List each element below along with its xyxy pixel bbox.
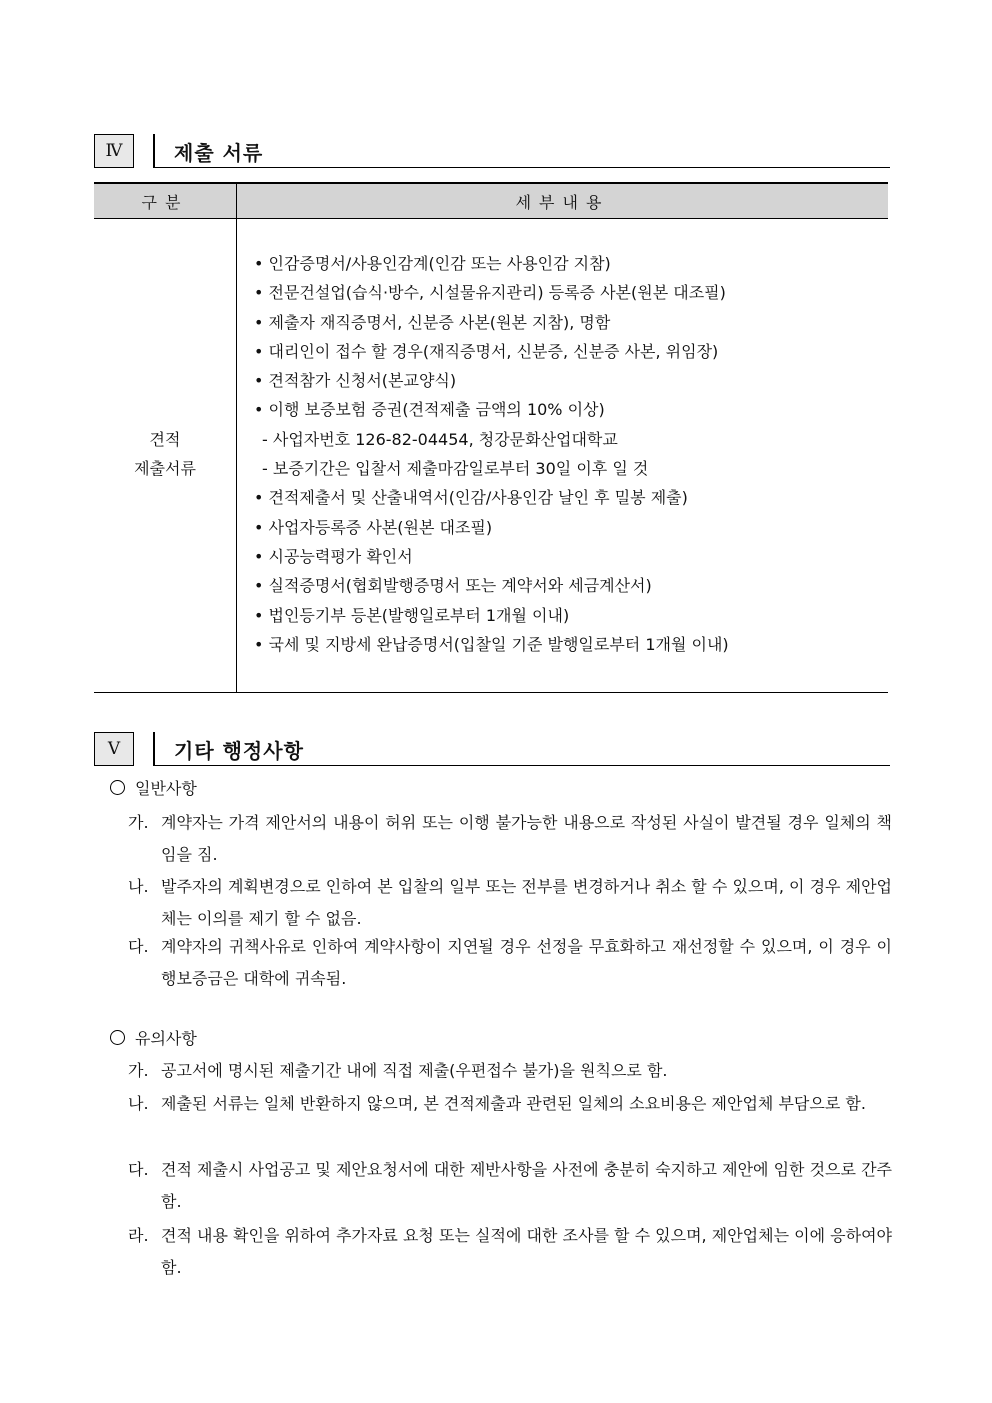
list-item: • 사업자등록증 사본(원본 대조필) <box>254 517 493 537</box>
item-text: 공고서에 명시된 제출기간 내에 직접 제출(우편접수 불가)을 원칙으로 함. <box>161 1061 668 1080</box>
list-item: • 대리인이 접수 할 경우(재직증명서, 신분증, 신분증 사본, 위임장) <box>254 341 719 361</box>
list-sub-item: - 보증기간은 입찰서 제출마감일로부터 30일 이후 일 것 <box>262 459 649 479</box>
row-label-line-1: 견적 <box>149 430 181 449</box>
section-divider <box>153 732 155 766</box>
subheading-text: 일반사항 <box>135 779 197 798</box>
section-number: Ⅴ <box>94 732 134 766</box>
table-row-label <box>94 425 236 483</box>
item-text: 견적 내용 확인을 위하여 추가자료 요청 또는 실적에 대한 조사를 할 수 있으며, 제안업체는 이에 응하여야 함. <box>161 1226 892 1277</box>
item-text: 견적 제출시 사업공고 및 제안요청서에 대한 제반사항을 사전에 충분히 숙지하고 제안에 임한 것으로 간주함. <box>161 1160 892 1211</box>
item-marker: 가. <box>128 1061 149 1080</box>
item-text: 계약자의 귀책사유로 인하여 계약사항이 지연될 경우 선정을 무효화하고 재선정할 수 있으며, 이 경우 이행보증금은 대학에 귀속됨. <box>161 937 892 988</box>
notes-item <box>128 1088 892 1120</box>
section-divider <box>153 134 155 168</box>
list-item: • 견적제출서 및 산출내역서(인감/사용인감 날인 후 밀봉 제출) <box>254 488 688 508</box>
notes-heading <box>110 1026 197 1049</box>
table-header-details: 세부내용 <box>515 192 610 212</box>
item-marker: 나. <box>128 877 149 896</box>
general-item <box>128 871 892 935</box>
item-marker: 다. <box>128 937 149 956</box>
subheading-text: 유의사항 <box>135 1029 197 1048</box>
section-title: 기타 행정사항 <box>174 739 304 763</box>
notes-item <box>128 1220 892 1284</box>
list-item: • 이행 보증보험 증권(견적제출 금액의 10% 이상) <box>254 400 605 420</box>
notes-item <box>128 1154 892 1218</box>
list-item: • 인감증명서/사용인감계(인감 또는 사용인감 지참) <box>254 254 611 273</box>
list-item: • 시공능력평가 확인서 <box>254 546 413 566</box>
circle-bullet-icon <box>110 1030 125 1045</box>
list-item: • 국세 및 지방세 완납증명서(입찰일 기준 발행일로부터 1개월 이내) <box>254 634 729 654</box>
general-item <box>128 807 892 871</box>
section-underline <box>155 167 890 168</box>
item-marker: 라. <box>128 1226 149 1245</box>
circle-bullet-icon <box>110 780 125 795</box>
submission-documents-table <box>94 182 888 693</box>
item-text: 계약자는 가격 제안서의 내용이 허위 또는 이행 불가능한 내용으로 작성된 사실이 발견될 경우 일체의 책임을 짐. <box>161 813 892 864</box>
list-item: • 전문건설업(습식·방수, 시설물유지관리) 등록증 사본(원본 대조필) <box>254 283 726 303</box>
section-number: Ⅳ <box>94 134 134 168</box>
section-header-4 <box>94 134 890 170</box>
list-item: • 제출자 재직증명서, 신분증 사본(원본 지참), 명함 <box>254 312 611 332</box>
item-marker: 다. <box>128 1160 149 1179</box>
list-item: • 견적참가 신청서(본교양식) <box>254 371 457 391</box>
table-detail-list <box>254 249 729 659</box>
table-header-category: 구분 <box>141 192 189 212</box>
item-marker: 나. <box>128 1094 149 1113</box>
list-item: • 법인등기부 등본(발행일로부터 1개월 이내) <box>254 605 570 625</box>
section-title: 제출 서류 <box>174 141 264 165</box>
list-sub-item: - 사업자번호 126-82-04454, 청강문화산업대학교 <box>262 429 618 449</box>
section-underline <box>155 765 890 766</box>
notes-item <box>128 1055 892 1087</box>
general-matters-heading <box>110 776 197 799</box>
item-text: 제출된 서류는 일체 반환하지 않으며, 본 견적제출과 관련된 일체의 소요비용은 제안업체 부담으로 함. <box>161 1094 866 1113</box>
table-bottom-border <box>94 692 888 693</box>
general-item <box>128 931 892 995</box>
list-item: • 실적증명서(협회발행증명서 또는 계약서와 세금계산서) <box>254 576 652 596</box>
section-header-5 <box>94 732 890 768</box>
table-header-row <box>94 182 888 219</box>
item-text: 발주자의 계획변경으로 인하여 본 입찰의 일부 또는 전부를 변경하거나 취소 할 수 있으며, 이 경우 제안업체는 이의를 제기 할 수 없음. <box>161 877 892 928</box>
table-column-divider <box>236 182 237 693</box>
row-label-line-2: 제출서류 <box>134 459 196 478</box>
item-marker: 가. <box>128 813 149 832</box>
